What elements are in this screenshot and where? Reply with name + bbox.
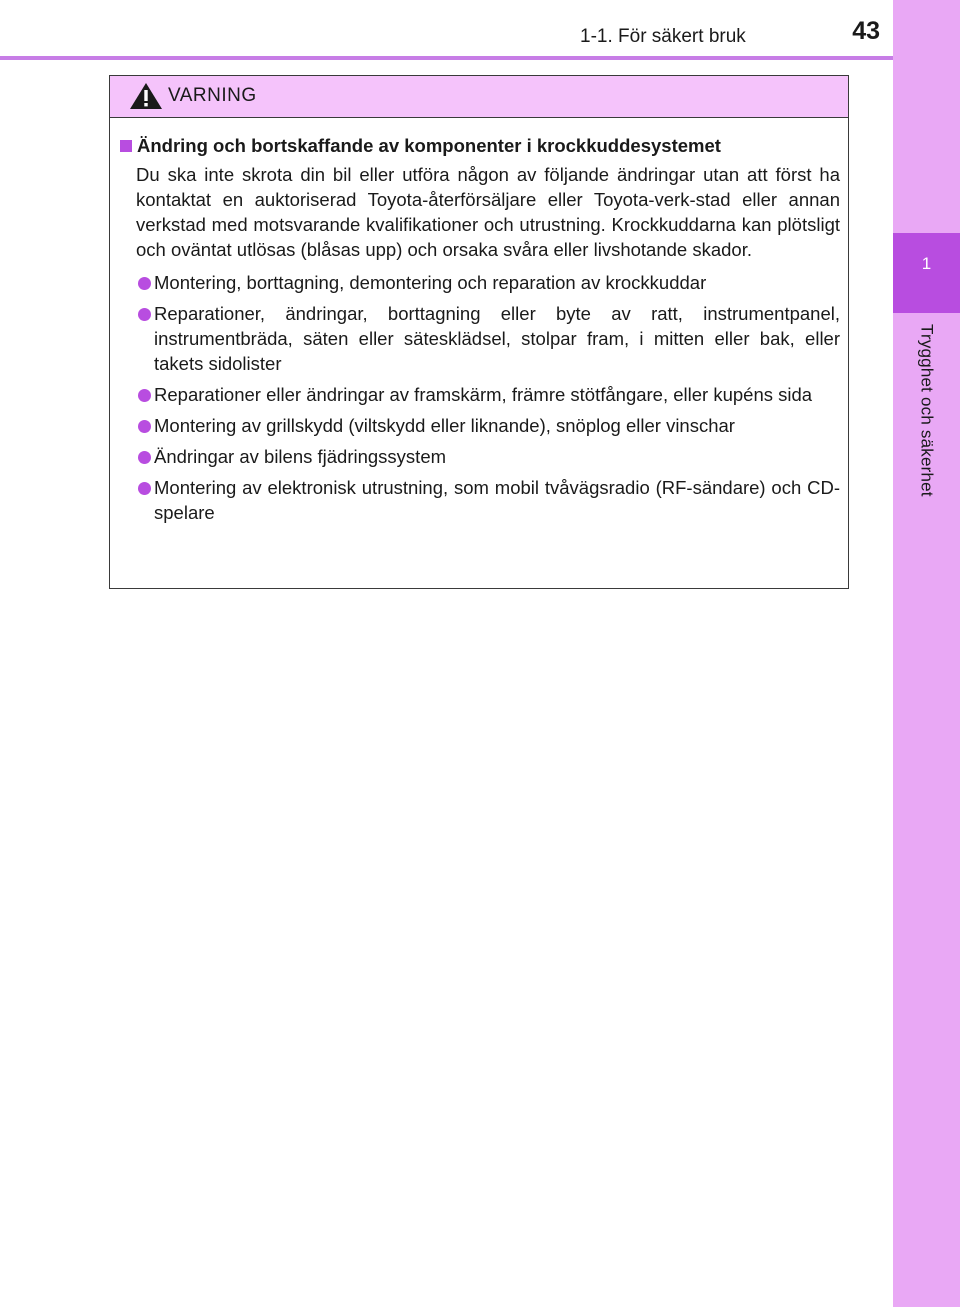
circle-bullet-icon xyxy=(138,420,151,433)
list-item-text: Montering av elektronisk utrustning, som mobil tvåvägsradio (RF-sändare) och CD-spelare xyxy=(154,477,840,523)
warning-body xyxy=(110,118,848,525)
circle-bullet-icon xyxy=(138,277,151,290)
warning-paragraph: Du ska inte skrota din bil eller utföra någon av följande ändringar utan att först ha kontaktat en auktoriserad Toyota-återförsäljare eller Toyota-verk-stad eller annan verkstad med motsvarande kvalifikationer och utrustning. Krockkuddarna kan plötsligt och oväntat utlösas (blåsas upp) och orsaka svåra eller livshotande skador. xyxy=(136,164,840,260)
circle-bullet-icon xyxy=(138,308,151,321)
section-title: 1-1. För säkert bruk xyxy=(580,26,746,47)
circle-bullet-icon xyxy=(138,451,151,464)
warning-header xyxy=(110,76,848,118)
warning-box xyxy=(109,75,849,589)
warning-list xyxy=(120,270,840,525)
warning-heading-text: Ändring och bortskaffande av komponenter i krockkuddesystemet xyxy=(137,135,721,156)
chapter-number: 1 xyxy=(921,254,932,273)
square-bullet-icon xyxy=(120,140,132,152)
list-item-text: Reparationer, ändringar, borttagning eller byte av ratt, instrumentpanel, instrumentbräda, säten eller sätesklädsel, stolpar fram, i mitten eller bak, eller takets sidolister xyxy=(154,303,840,374)
side-tab-strip xyxy=(893,0,960,1307)
list-item xyxy=(120,475,840,525)
warning-label: VARNING xyxy=(168,85,257,106)
list-item xyxy=(120,382,840,407)
circle-bullet-icon xyxy=(138,482,151,495)
warning-heading xyxy=(120,134,840,158)
list-item-text: Reparationer eller ändringar av framskärm, främre stötfångare, eller kupéns sida xyxy=(154,384,813,405)
chapter-title-text: Trygghet och säkerhet xyxy=(917,324,937,497)
list-item-text: Montering av grillskydd (viltskydd eller liknande), snöplog eller vinschar xyxy=(154,415,735,436)
warning-triangle-icon xyxy=(129,82,163,110)
chapter-title xyxy=(893,324,960,524)
page-number: 43 xyxy=(852,17,880,45)
list-item-text: Montering, borttagning, demontering och reparation av krockkuddar xyxy=(154,272,707,293)
circle-bullet-icon xyxy=(138,389,151,402)
list-item xyxy=(120,413,840,438)
list-item-text: Ändringar av bilens fjädringssystem xyxy=(154,446,447,467)
list-item xyxy=(120,444,840,469)
list-item xyxy=(120,270,840,295)
list-item xyxy=(120,301,840,376)
header-rule xyxy=(0,56,893,60)
